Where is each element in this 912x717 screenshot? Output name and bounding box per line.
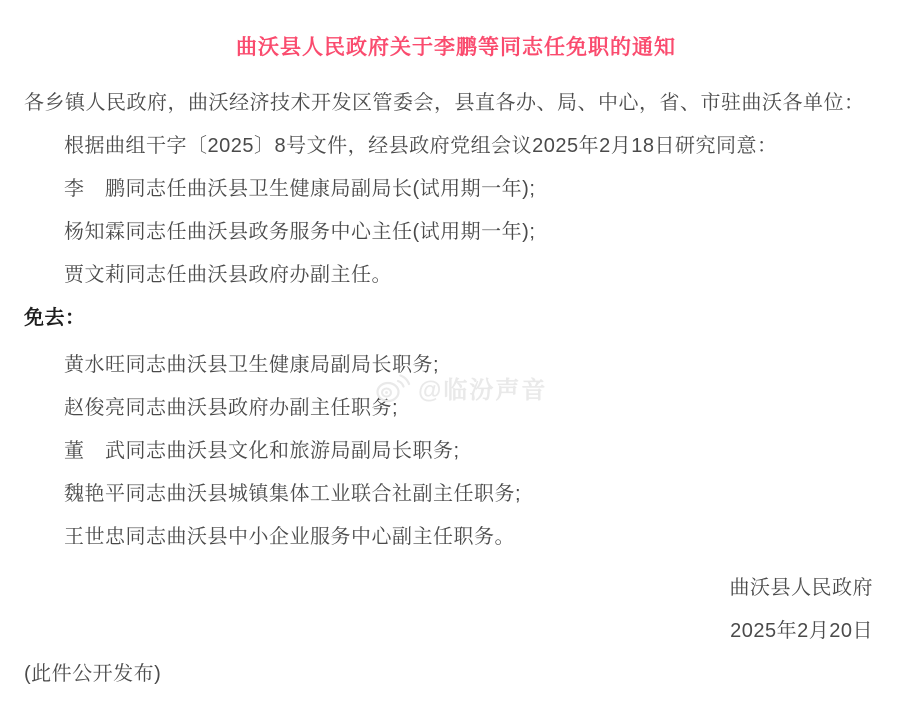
appointment-item: 贾文莉同志任曲沃县政府办副主任。 (64, 264, 392, 286)
appointment-item: 杨知霖同志任曲沃县政务服务中心主任(试用期一年); (64, 221, 536, 243)
removal-section-heading: 免去： (24, 307, 86, 329)
removal-item: 王世忠同志曲沃县中小企业服务中心副主任职务。 (64, 526, 515, 548)
removal-item: 魏艳平同志曲沃县城镇集体工业联合社副主任职务; (64, 483, 522, 505)
addressee-paragraph: 各乡镇人民政府，曲沃经济技术开发区管委会，县直各办、局、中心，省、市驻曲沃各单位： (24, 92, 865, 114)
removal-item: 赵俊亮同志曲沃县政府办副主任职务; (64, 397, 399, 419)
signature-block (24, 571, 888, 648)
page-title: 曲沃县人民政府关于李鹏等同志任免职的通知 (236, 36, 676, 59)
removal-item: 黄水旺同志曲沃县卫生健康局副局长职务; (64, 354, 440, 376)
issuing-authority: 曲沃县人民政府 (729, 577, 873, 599)
issue-date: 2025年2月20日 (730, 620, 873, 642)
public-release-note: (此件公开发布) (24, 663, 162, 685)
notice-document (0, 36, 912, 717)
watermark-handle: @临汾声音 (418, 377, 548, 404)
notice-body (24, 86, 888, 554)
basis-paragraph: 根据曲组干字〔2025〕8号文件，经县政府党组会议2025年2月18日研究同意： (64, 135, 778, 157)
appointment-item: 李 鹏同志任曲沃县卫生健康局副局长(试用期一年); (64, 178, 536, 200)
removal-item: 董 武同志曲沃县文化和旅游局副局长职务; (64, 440, 460, 462)
